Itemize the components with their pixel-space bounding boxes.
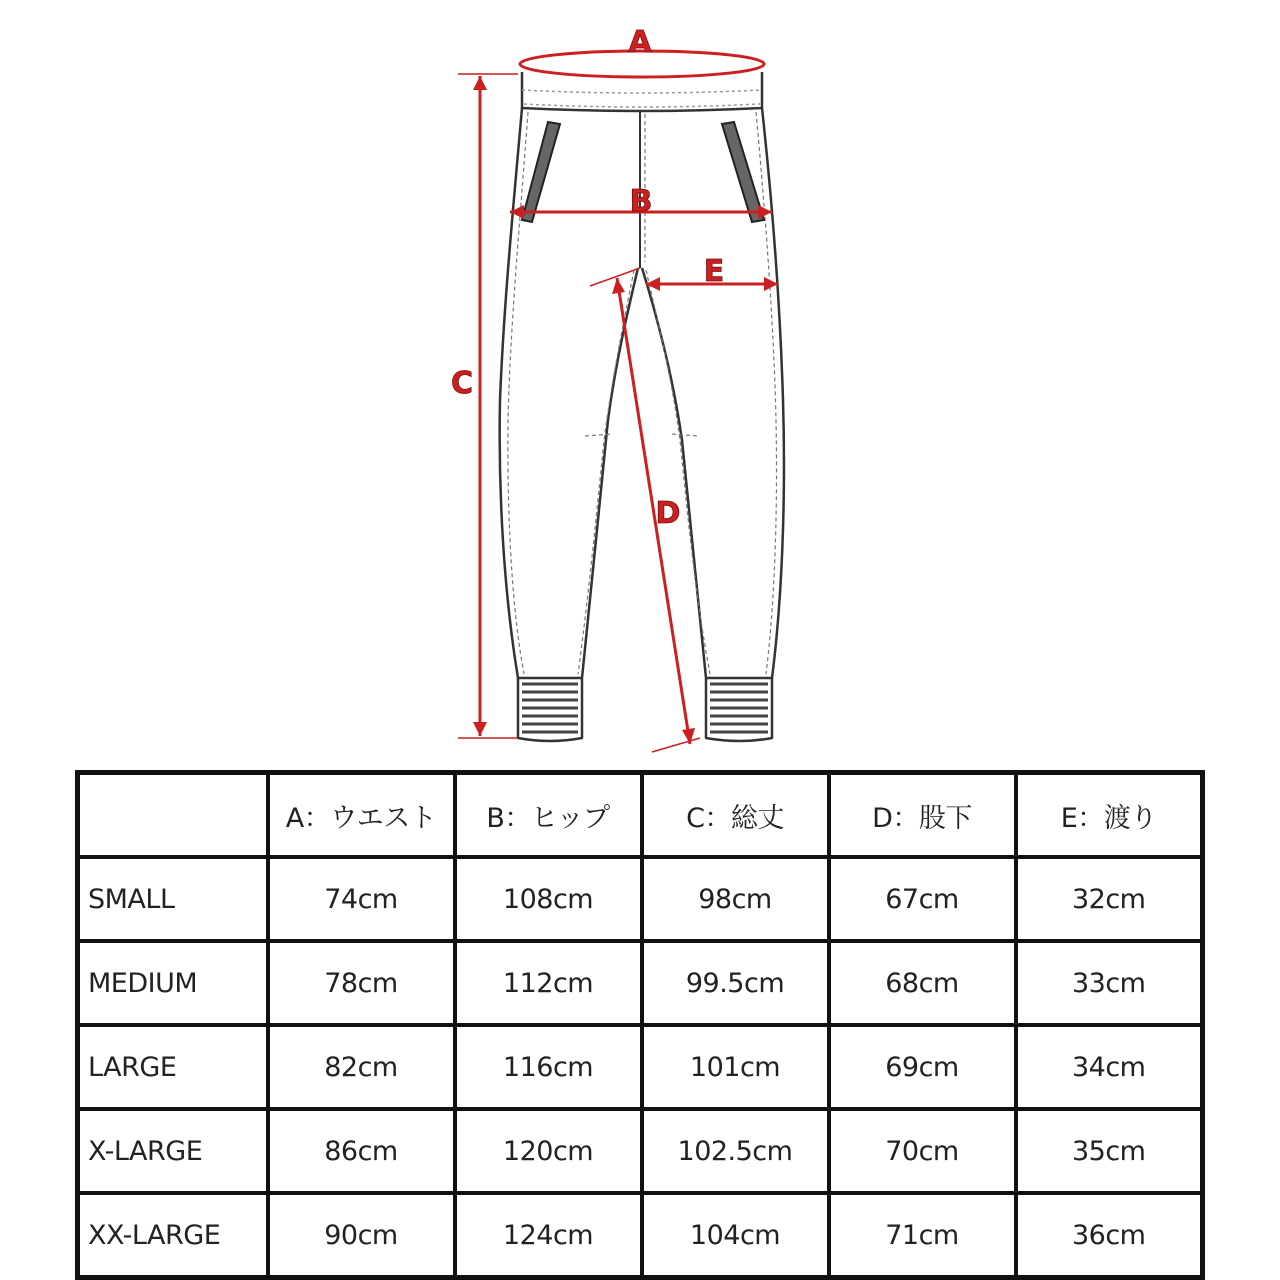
cell-hip: 116cm [455, 1025, 642, 1109]
cell-thigh: 35cm [1016, 1109, 1203, 1193]
header-inseam: D：股下 [829, 773, 1016, 858]
table-row [78, 941, 1203, 1025]
cell-total-length: 99.5cm [642, 941, 829, 1025]
cell-inseam: 71cm [829, 1193, 1016, 1278]
header-waist: A：ウエスト [268, 773, 455, 858]
size-name: X-LARGE [78, 1109, 268, 1193]
cell-hip: 120cm [455, 1109, 642, 1193]
table-row [78, 1109, 1203, 1193]
cell-thigh: 34cm [1016, 1025, 1203, 1109]
size-name: SMALL [78, 857, 268, 941]
label-d: D [655, 496, 681, 531]
cell-inseam: 69cm [829, 1025, 1016, 1109]
header-hip: B：ヒップ [455, 773, 642, 858]
label-b: B [629, 184, 653, 219]
label-c: C [450, 366, 474, 401]
measurement-lines [458, 51, 778, 752]
label-e: E [703, 254, 725, 289]
left-leg [500, 108, 638, 678]
cell-waist: 78cm [268, 941, 455, 1025]
label-a: A [628, 25, 652, 60]
size-chart-table [75, 770, 1205, 1280]
cell-inseam: 68cm [829, 941, 1016, 1025]
cell-waist: 82cm [268, 1025, 455, 1109]
size-name: XX-LARGE [78, 1193, 268, 1278]
cell-thigh: 36cm [1016, 1193, 1203, 1278]
size-name: MEDIUM [78, 941, 268, 1025]
header-corner [78, 773, 268, 858]
cell-total-length: 101cm [642, 1025, 829, 1109]
table-row [78, 1025, 1203, 1109]
cell-waist: 74cm [268, 857, 455, 941]
cell-inseam: 70cm [829, 1109, 1016, 1193]
right-leg [642, 108, 784, 678]
table-header-row [78, 773, 1203, 858]
cell-hip: 108cm [455, 857, 642, 941]
header-total-length: C：総丈 [642, 773, 829, 858]
cell-inseam: 67cm [829, 857, 1016, 941]
cell-hip: 112cm [455, 941, 642, 1025]
cell-hip: 124cm [455, 1193, 642, 1278]
cuff-ribbing [522, 684, 768, 732]
cell-thigh: 33cm [1016, 941, 1203, 1025]
table-row [78, 857, 1203, 941]
table-row [78, 1193, 1203, 1278]
cell-thigh: 32cm [1016, 857, 1203, 941]
size-name: LARGE [78, 1025, 268, 1109]
header-thigh: E：渡り [1016, 773, 1203, 858]
cell-total-length: 102.5cm [642, 1109, 829, 1193]
cell-total-length: 98cm [642, 857, 829, 941]
cell-waist: 90cm [268, 1193, 455, 1278]
cell-waist: 86cm [268, 1109, 455, 1193]
cell-total-length: 104cm [642, 1193, 829, 1278]
